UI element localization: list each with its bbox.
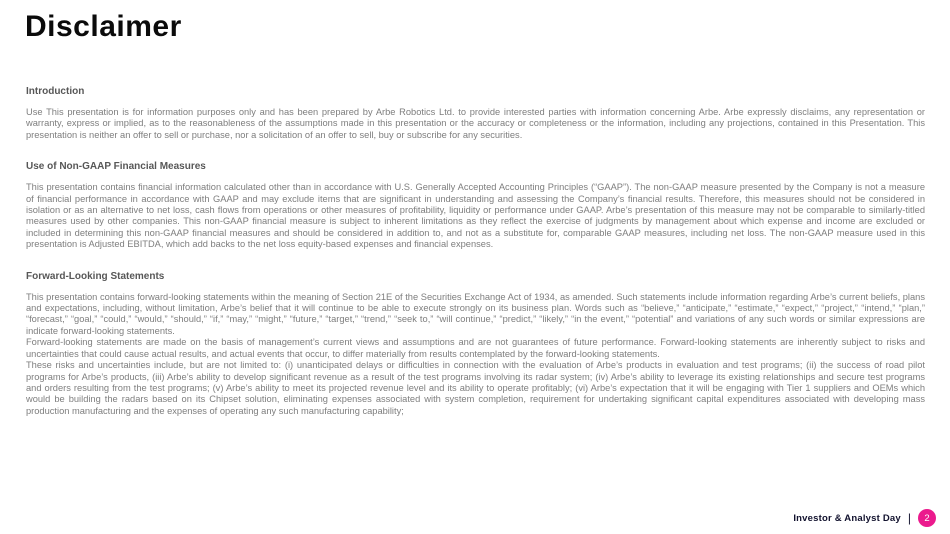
paragraph: This presentation contains financial information calculated other than in accordance with U.S. Generally Accepted Accounting Principles (“GAAP”). The non-GAAP measure presented by the Company is not a measure of financial performance in accordance with GAAP and may exclude items that are significant in understanding and assessing the Company’s financial results. Therefore, this measures should not be considered in isolation or as an alternative to net loss, cash flows from operations or other measures of profitability, liquidity or performance under GAAP. Arbe’s presentation of this measure may not be comparable to similarly-titled measures used by other companies. This non-GAAP financial measure is subject to inherent limitations as they reflect the exercise of judgments by management about which expense and income are excluded or included in determining this non-GAAP financial measures and should be considered in addition to, and not as a substitute for, comparable GAAP measures, including net loss. The non-GAAP measure used in this presentation is Adjusted EBITDA, which add backs to the net loss equity-based expenses and financial expenses. [26, 182, 925, 250]
section [26, 161, 925, 250]
footer-separator: | [907, 511, 911, 525]
section-heading: Forward-Looking Statements [26, 270, 165, 282]
footer [793, 509, 936, 527]
section-heading: Use of Non-GAAP Financial Measures [26, 161, 206, 173]
paragraph: These risks and uncertainties include, but are not limited to: (i) unanticipated delays or difficulties in connection with the evaluation of Arbe’s products in evaluation and test programs; (ii) the success of road pilot programs for Arbe’s products, (iii) Arbe’s ability to develop significant revenue as a result of the test programs involving its radar system; (iv) Arbe’s ability to leverage its existing relationships and secure test programs and orders resulting from the test programs; (v) Arbe’s ability to meet its projected revenue level and its ability to operate profitably; (vi) Arbe’s expectation that it will be engaging with Tier 1 suppliers and OEMs which would be building the radars based on its Chipset solution, eliminating expenses associated with system completion, requirement for undertaking significant capital expenditures associated with developing mass production manufacturing and the expenses of operating any such manufacturing capability; [26, 360, 925, 416]
page-title: Disclaimer [25, 10, 182, 43]
paragraph: Forward-looking statements are made on the basis of management’s current views and assumptions and are not guarantees of future performance. Forward-looking statements are inherently subject to risks and uncertainties that could cause actual results, and actual events that occur, to differ materially from results contemplated by the forward-looking statements. [26, 337, 925, 359]
sections [26, 48, 925, 417]
page-number-badge: 2 [918, 509, 936, 527]
footer-label: Investor & Analyst Day [793, 512, 901, 524]
section [26, 86, 925, 141]
paragraph: Use This presentation is for information purposes only and has been prepared by Arbe Robotics Ltd. to provide interested parties with information concerning Arbe. Arbe expressly disclaims, any representation or warranty, express or implied, as to the reasonableness of the assumptions made in this presentation or the accuracy or completeness or the information, including any projections, contained in this Presentation. This presentation is neither an offer to sell or purchase, nor a solicitation of an offer to sell, buy or subscribe for any securities. [26, 107, 925, 140]
section [26, 271, 925, 417]
paragraph: This presentation contains forward-looking statements within the meaning of Section 21E of the Securities Exchange Act of 1934, as amended. Such statements include information regarding Arbe’s current beliefs, plans and expectations, including, without limitation, Arbe’s belief that it will continue to be able to execute strongly on its business plan. Words such as “believe,” “anticipate,” “estimate,” “expect,” “project,” “intend,” “plan,” “forecast,” “goal,” “could,” “would,” “should,” “if,” “may,” “might,” “future,” “target,” “trend,” “seek to,” “will continue,” “predict,” “likely,” “in the event,” “potential” and variations of any such words or similar expressions are indicate forward-looking statements. [26, 291, 925, 336]
section-heading: Introduction [26, 86, 85, 97]
